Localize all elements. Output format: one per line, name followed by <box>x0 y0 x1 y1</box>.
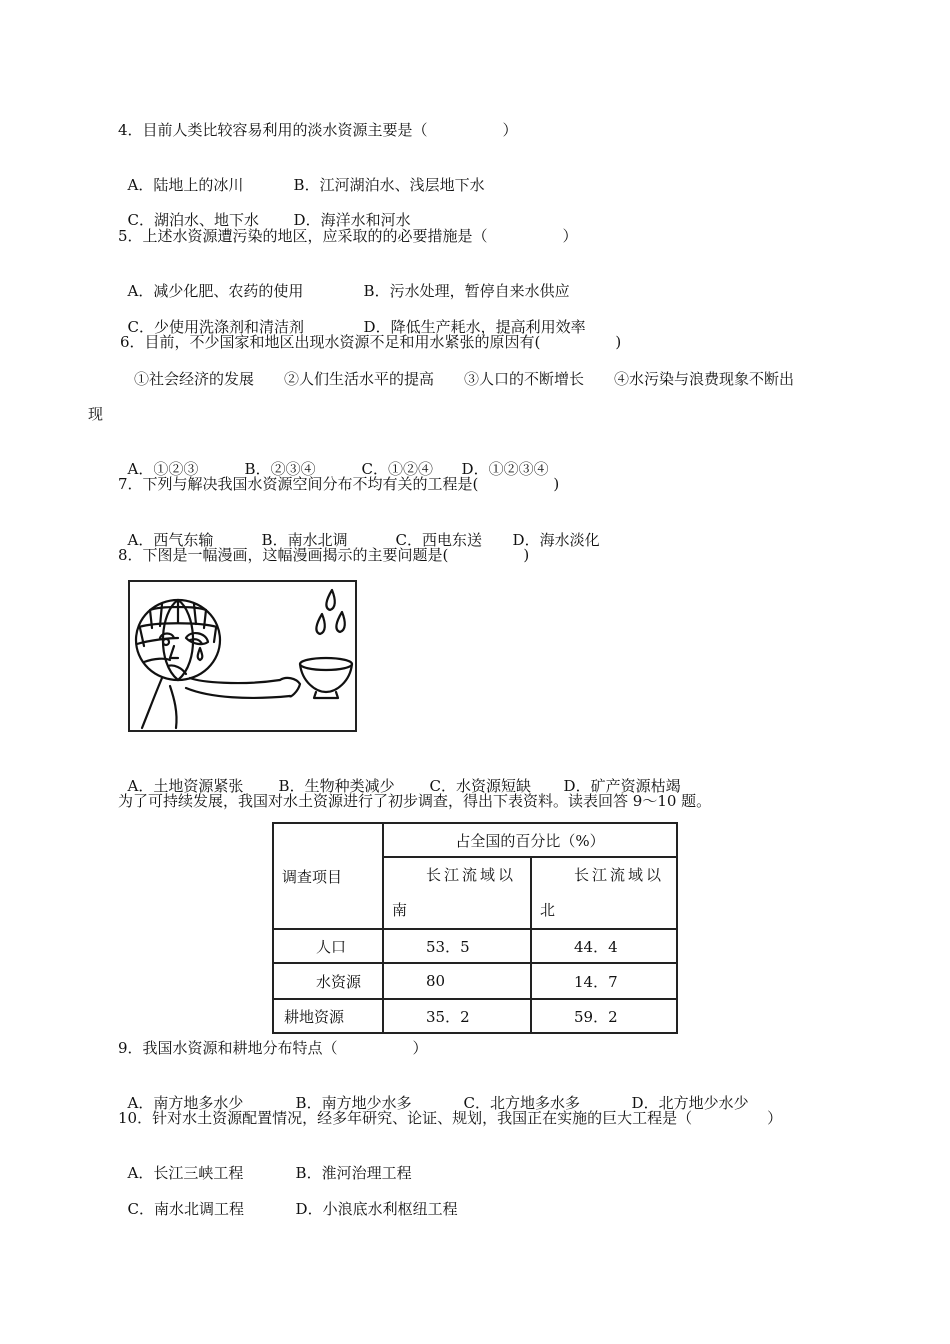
q10-option-d[interactable]: D．小浪底水利枢纽工程 <box>295 1200 458 1218</box>
q9-options <box>118 1073 749 1113</box>
table-row <box>273 999 677 1033</box>
row-label: 耕地资源 <box>273 999 383 1033</box>
table-row <box>273 963 677 999</box>
q10-option-c[interactable]: C．南水北调工程 <box>127 1200 245 1218</box>
q5-stem: 5．上述水资源遭污染的地区，应采取的的必要措施是（ ） <box>118 227 578 245</box>
q5-option-a[interactable]: A．减少化肥、农药的使用 <box>127 282 304 300</box>
row-north-value: 44．4 <box>531 929 677 963</box>
q7-options <box>118 510 600 550</box>
header-south-line2: 南 <box>392 901 408 919</box>
q9-option-b[interactable]: B．南方地少水多 <box>295 1094 412 1112</box>
header-north <box>531 857 677 929</box>
water-shortage-cartoon <box>128 580 357 732</box>
q7-option-b[interactable]: B．南水北调 <box>261 531 348 549</box>
q4-options-2 <box>118 190 411 230</box>
q5-option-d[interactable]: D．降低生产耗水，提高利用效率 <box>363 318 586 336</box>
header-north-line1: 长江流域以 <box>574 866 665 884</box>
header-south-line1: 长江流域以 <box>426 866 517 884</box>
q9-option-d[interactable]: D．北方地少水少 <box>631 1094 749 1112</box>
q7-stem: 7．下列与解决我国水资源空间分布不均有关的工程是( ) <box>118 475 560 493</box>
table-intro: 为了可持续发展，我国对水土资源进行了初步调查，得出下表资料。读表回答 9～10 题。 <box>118 792 712 810</box>
cartoon-illustration <box>130 582 355 730</box>
header-percentage: 占全国的百分比（%） <box>383 823 677 857</box>
q8-option-a[interactable]: A．土地资源紧张 <box>127 777 244 795</box>
q9-option-a[interactable]: A．南方地多水少 <box>127 1094 244 1112</box>
q10-options <box>118 1143 412 1183</box>
q8-option-c[interactable]: C．水资源短缺 <box>429 777 532 795</box>
row-south-value: 80 <box>383 963 531 999</box>
row-south-value: 53．5 <box>383 929 531 963</box>
survey-table <box>272 822 678 1034</box>
q4-option-b[interactable]: B．江河湖泊水、浅层地下水 <box>293 176 485 194</box>
q6-items: ①社会经济的发展 ②人们生活水平的提高 ③人口的不断增长 ④水污染与浪费现象不断出 <box>134 370 795 388</box>
q6-option-b[interactable]: B．②③④ <box>244 460 316 478</box>
q9-option-c[interactable]: C．北方地多水多 <box>463 1094 581 1112</box>
q6-option-d[interactable]: D．①②③④ <box>461 460 549 478</box>
row-south-value: 35．2 <box>383 999 531 1033</box>
q4-option-d[interactable]: D．海洋水和河水 <box>293 211 411 229</box>
row-north-value: 14．7 <box>531 963 677 999</box>
row-north-value: 59．2 <box>531 999 677 1033</box>
q6-option-c[interactable]: C．①②④ <box>361 460 434 478</box>
q5-options-2 <box>118 297 586 337</box>
q6-items-wrap: 现 <box>88 405 104 423</box>
q10-option-b[interactable]: B．淮河治理工程 <box>295 1164 412 1182</box>
q5-option-c[interactable]: C．少使用洗涤剂和清洁剂 <box>127 318 305 336</box>
header-south <box>383 857 531 929</box>
header-survey-item: 调查项目 <box>273 823 383 929</box>
q6-options <box>118 439 549 479</box>
q8-option-d[interactable]: D．矿产资源枯竭 <box>563 777 681 795</box>
q4-stem: 4．目前人类比较容易利用的淡水资源主要是（ ） <box>118 121 518 139</box>
q9-stem: 9．我国水资源和耕地分布特点（ ） <box>118 1039 428 1057</box>
q4-option-c[interactable]: C．湖泊水、地下水 <box>127 211 260 229</box>
q6-option-a[interactable]: A．①②③ <box>127 460 199 478</box>
row-label: 人口 <box>273 929 383 963</box>
q5-options <box>118 261 570 301</box>
q10-option-a[interactable]: A．长江三峡工程 <box>127 1164 244 1182</box>
q8-option-b[interactable]: B．生物种类减少 <box>278 777 395 795</box>
q5-option-b[interactable]: B．污水处理，暂停自来水供应 <box>363 282 570 300</box>
table-row <box>273 929 677 963</box>
q7-option-d[interactable]: D．海水淡化 <box>512 531 600 549</box>
q10-stem: 10．针对水土资源配置情况，经多年研究、论证、规划，我国正在实施的巨大工程是（ ） <box>118 1109 783 1127</box>
q7-option-c[interactable]: C．西电东送 <box>395 531 483 549</box>
q6-stem: 6．目前，不少国家和地区出现水资源不足和用水紧张的原因有( ) <box>120 333 622 351</box>
q8-stem: 8．下图是一幅漫画，这幅漫画揭示的主要问题是( ) <box>118 546 530 564</box>
q8-options <box>118 756 681 796</box>
header-north-line2: 北 <box>540 901 556 919</box>
q10-options-2 <box>118 1179 458 1219</box>
q7-option-a[interactable]: A．西气东输 <box>127 531 214 549</box>
row-label: 水资源 <box>273 963 383 999</box>
q4-option-a[interactable]: A．陆地上的冰川 <box>127 176 244 194</box>
q4-options <box>118 155 485 195</box>
